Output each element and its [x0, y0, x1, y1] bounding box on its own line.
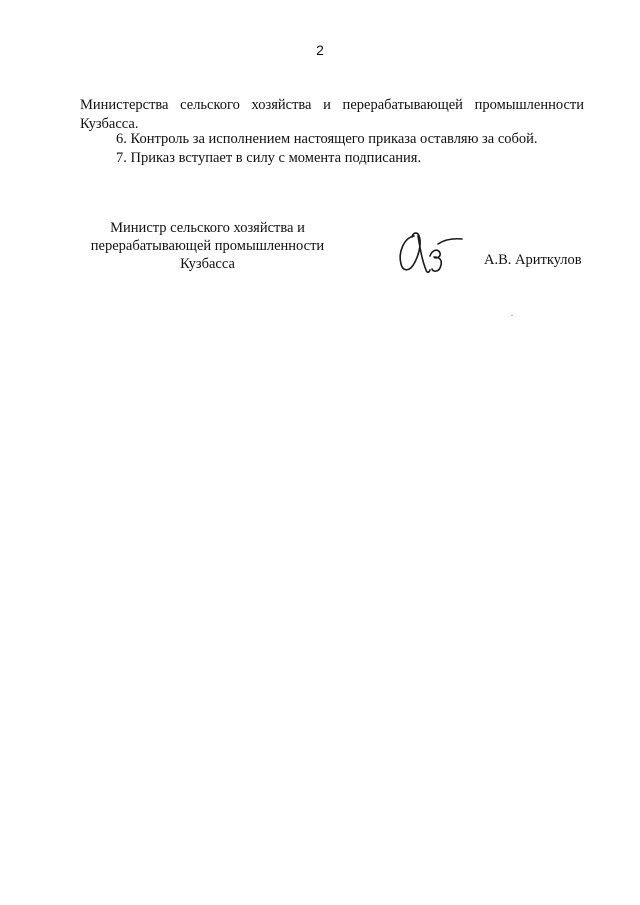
signer-name: А.В. Ариткулов: [484, 252, 582, 268]
handwritten-signature-icon: [392, 226, 468, 278]
paragraph-continuation-end: Кузбасса.: [80, 116, 139, 132]
order-item-7: 7. Приказ вступает в силу с момента подписания.: [116, 150, 422, 166]
position-line-2: перерабатывающей промышленности: [90, 238, 325, 254]
position-line-1: Министр сельского хозяйства и: [110, 220, 305, 236]
paragraph-continuation-line: Министерства сельского хозяйства и перерабатывающей промышленности: [80, 97, 584, 113]
page-number: 2: [316, 42, 324, 58]
order-item-6: 6. Контроль за исполнением настоящего приказа оставляю за собой.: [116, 131, 538, 147]
scan-artifact: [511, 315, 513, 316]
signatory-position: [80, 219, 335, 273]
position-line-3: Кузбасса: [180, 256, 235, 272]
